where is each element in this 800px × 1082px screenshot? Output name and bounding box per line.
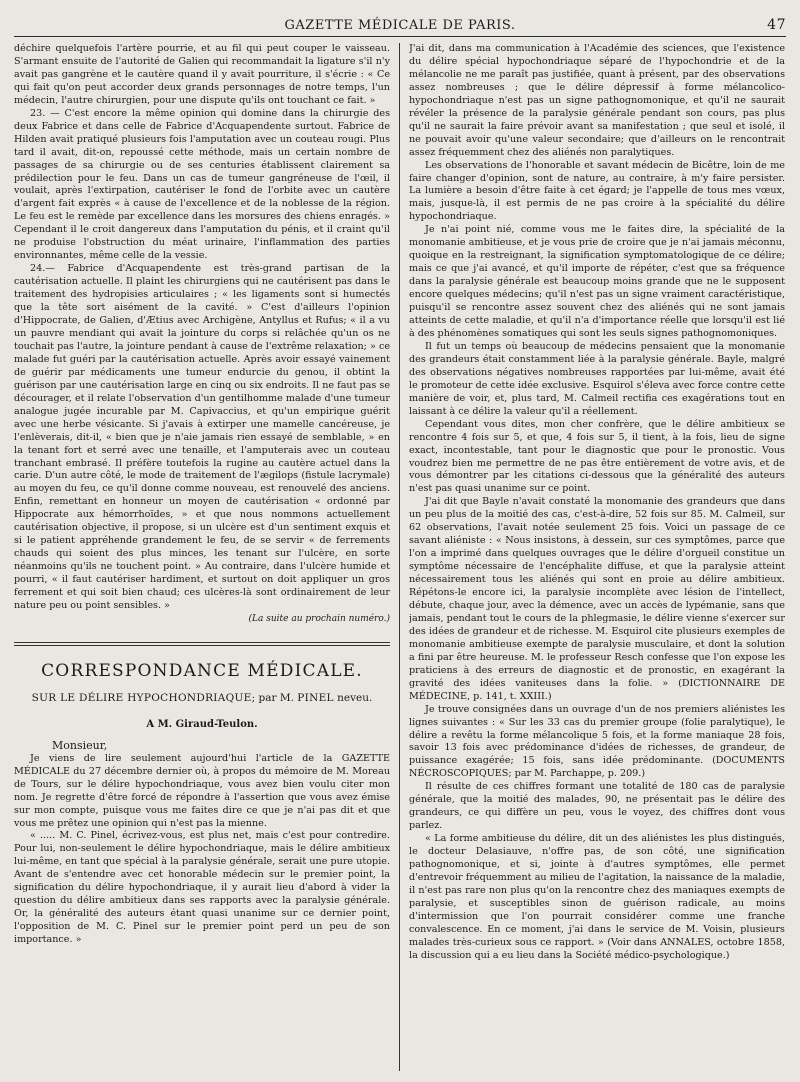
paragraph: J'ai dit, dans ma communication à l'Académie des sciences, que l'existence du délire spécial hypochondriaque séparé de l'hypochondrie et de la mélancolie ne me paraît pas justifiée, quant à présent, par des observations assez nombreuses ; que le délire dépressif à forme mélancolico-hypochondriaque n'est pas un signe pathognomonique, et qu'il ne saurait révéler la présence de la paralysie générale pendant son cours, pas plus qu'il ne saurait la faire prévoir avant sa manifestation ; que seul et isolé, il ne pouvait avoir qu'une valeur secondaire; que d'ailleurs on le rencontrait assez fréquemment chez des aliénés non paralytiques.	[409, 43, 785, 158]
subtitle-by: ; par M.	[251, 691, 298, 704]
paragraph: Cependant vous dites, mon cher confrère, que le délire ambitieux se rencontre 4 fois sur 5, et que, 4 fois sur 5, il tient, à la fois, lieu de signe exact, incontestable, tant pour le diagnostic que pour le pronostic. Vous voudrez bien me permettre de ne pas être entièrement de votre avis, et de vous démontrer par les citations ci-dessous que la généralité des auteurs n'est pas quasi unanime sur ce point.	[409, 418, 785, 495]
paragraph: 23. — C'est encore la même opinion qui domine dans la chirurgie des deux Fabrice et dans celle de Fabrice d'Acquapendente surtout. Fabrice de Hilden avait pratiqué plusieurs fois l'amputation avec un couteau rougi. Plus tard il avait, dit-on, repoussé cette méthode, mais un certain nombre de passages de sa chirurgie ou de ses centuries établissent clairement sa prédilection pour le feu. Dans un cas de tumeur gangréneuse de l'œil, il voulait, après l'extirpation, cautériser le fond de l'orbite avec un cautère d'argent fait exprès « à cause de l'excellence et de la noblesse de la région. Le feu est le remède par excellence dans les morsures des chiens enragés. » Cependant il le croit dangereux dans l'amputation du pénis, et il craint qu'il ne produise l'obstruction du méat urinaire, l'inflammation des parties environnantes, même celle de la vessie.	[14, 107, 390, 262]
left-column	[14, 43, 390, 1071]
paragraph: Je trouve consignées dans un ouvrage d'un de nos premiers aliénistes les lignes suivantes : « Sur les 33 cas du premier groupe (folie paralytique), le délire a revêtu la forme mélancolique 5 fois, et la forme maniaque 28 fois, savoir 13 fois avec prédominance d'idées de richesses, de grandeur, de puissance exagérée; 15 fois, sans idée prédominante. (DOCUMENTS NÉCROSCOPIQUES; par M. Parchappe, p. 209.)	[409, 703, 785, 780]
right-column	[409, 43, 785, 1071]
subtitle-author: PINEL	[297, 691, 334, 704]
paragraph: « ..... M. C. Pinel, écrivez-vous, est plus net, mais c'est pour contredire. Pour lui, non-seulement le délire hypochondriaque, mais le délire ambitieux lui-même, en tant que spécial à la paralysie générale, serait une pure utopie. Avant de s'entendre avec cet honorable médecin sur le premier point, la signification du délire hypochondriaque, il y aurait lieu d'abord à vider la question du délire ambitieux dans ses rapports avec la paralysie générale. Or, la généralité des auteurs étant quasi unanime sur ce dernier point, l'opposition de M. C. Pinel sur le premier point perd un peu de son importance. »	[14, 830, 390, 946]
section-divider	[14, 642, 390, 646]
paragraph: Je n'ai point nié, comme vous me le faites dire, la spécialité de la monomanie ambitieuse, et je vous prie de croire que je n'ai jamais méconnu, quoique en la restreignant, la signification symptomatologique de ce délire; mais ce que j'ai avancé, et qu'il importe de répéter, c'est que sa fréquence dans la paralysie générale est beaucoup moins grande que ne le supposent encore quelques médecins; qu'il n'est pas un signe vraiment caractéristique, puisqu'il se rencontre assez souvent chez des aliénés qui ne sont jamais atteints de cette maladie, et qu'il n'a d'importance réelle que lorsqu'il est lié à des phénomènes somatiques qui sont les seuls signes pathognomoniques.	[409, 224, 785, 339]
subtitle-topic: SUR LE DÉLIRE HYPOCHONDRIAQUE	[31, 691, 252, 704]
paragraph: Je viens de lire seulement aujourd'hui l'article de la GAZETTE MÉDICALE du 27 décembre dernier où, à propos du mémoire de M. Moreau de Tours, sur le délire hypochondriaque, vous avez bien voulu citer mon nom. Je regrette d'être forcé de répondre à l'assertion que vous avez émise sur mon compte, puisque vous me faites dire ce que je n'ai pas dit et que vous me prêtez une opinion qui n'est pas la mienne.	[14, 752, 390, 829]
column-rule	[399, 43, 400, 1071]
article-subtitle	[14, 692, 390, 705]
section-title: CORRESPONDANCE MÉDICALE.	[41, 660, 363, 681]
paragraph: Il résulte de ces chiffres formant une totalité de 180 cas de paralysie générale, que la moitié des malades, 90, ne présentait pas le délire des grandeurs, ce qui diffère un peu, vous le voyez, des chiffres dont vous parlez.	[409, 781, 785, 832]
paragraph: déchire quelquefois l'artère pourrie, et au fil qui peut couper le vaisseau. S'armant ensuite de l'autorité de Galien qui recommandait la ligature s'il n'y avait pas gangrène et le cautère quand il y avait pourriture, il s'écrie : « Ce qui fait qu'on peut accorder deux grands personnages de notre temps, l'un médecin, l'autre chirurgien, pour une dispute qu'ils ont touchant ce fait. »	[14, 43, 390, 106]
running-header	[14, 10, 786, 37]
paragraph: Les observations de l'honorable et savant médecin de Bicêtre, loin de me faire changer d'opinion, sont de nature, au contraire, à m'y faire persister. La lumière a besoin d'être faite à cet égard; je l'appelle de tous mes vœux, mais, jusque-là, il est permis de ne pas croire à la spécialité du délire hypochondriaque.	[409, 159, 785, 223]
paragraph: 24.— Fabrice d'Acquapendente est très-grand partisan de la cautérisation actuelle. Il plaint les chirurgiens qui ne cautérisent pas dans le traitement des hydropisies articulaires ; « les ligaments sont si humectés que la tête sort aisément de la cavité. » C'est d'ailleurs l'opinion d'Hippocrate, de Galien, d'Ætius avec Archigène, Antyllus et Rufus; « il a vu un pauvre mendiant qui avait la jointure du corps si relâchée qu'un os ne touchait pas l'autre, la jointure pendant à cause de l'extrême relaxation; » ce malade fut guéri par la cautérisation actuelle. Après avoir essayé vainement de guérir par médicaments une tumeur endurcie du genou, il obtint la guérison par une cautérisation large en cinq ou six endroits. Il ne faut pas se décourager, et il relate l'observation d'un gentilhomme malade d'une tumeur analogue jugée incurable par M. Capivaccius, et qu'un empirique guérit avec une herbe vésicante. Si j'avais à extirper une mamelle cancéreuse, je l'enlèverais, dit-il, « bien que je n'aie jamais rien essayé de semblable, » en la tenant fort et serré avec une tenaille, et l'amputerais avec un couteau tranchant embrasé. Il préfère toutefois la rugine au cautère actuel dans la carie. D'un autre côté, le mode de traitement de l'ægilops (fistule lacrymale) au moyen du feu, ce qu'il donne comme nouveau, est renouvelé des anciens. Enfin, remettant en honneur un moyen de cautérisation « ordonné par Hippocrate aux hémorrhoïdes, » et que nous nommons actuellement cautérisation objective, il propose, si un ulcère est d'un sentiment exquis et si le patient appréhende grandement le feu, de se servir « de ferrements chauds qui soient des plus minces, les tenant sur l'ulcère, en sorte néanmoins qu'ils ne touchent point. » Au contraire, dans l'ulcère humide et pourri, « il faut cautériser hardiment, et surtout on doit appliquer un gros ferrement et qui soit bien chaud; ces ulcères-là sont ordinairement de leur nature peu ou point sensibles. »	[14, 263, 390, 611]
addressee: A M. Giraud-Teulon.	[146, 718, 258, 730]
two-column-body	[14, 43, 786, 1071]
continuation-note: (La suite au prochain numéro.)	[248, 613, 390, 624]
page-number: 47	[767, 17, 786, 33]
subtitle-suffix: neveu.	[333, 691, 373, 704]
paragraph: J'ai dit que Bayle n'avait constaté la monomanie des grandeurs que dans un peu plus de la moitié des cas, c'est-à-dire, 52 fois sur 85. M. Calmeil, sur 62 observations, l'avait notée seulement 25 fois. Voici un passage de ce savant aliéniste : « Nous insistons, à dessein, sur ces symptômes, parce que l'on a imprimé dans quelques ouvrages que le délire d'orgueil constitue un symptôme nécessaire de l'encéphalite diffuse, et que la paralysie atteint nécessairement tous les aliénés qui sont en proie au délire ambitieux. Répétons-le encore ici, la paralysie incomplète avec lésion de l'intellect, débute, chaque jour, avec la démence, avec un accès de lypémanie, sans que jamais, pendant tout le cours de la phlegmasie, le délire vienne s'exercer sur des idées de grandeur et de richesse. M. Esquirol cite plusieurs exemples de monomanie ambitieuse exempte de paralysie musculaire, et dont la solution a fini par être heureuse. M. le professeur Resch confesse que l'on expose les praticiens à des erreurs de diagnostic et de pronostic, en exagérant la gravité des idées vaniteuses dans la folie. » (DICTIONNAIRE DE MÉDECINE, p. 141, t. XXIII.)	[409, 496, 785, 702]
paragraph: Il fut un temps où beaucoup de médecins pensaient que la monomanie des grandeurs était constamment liée à la paralysie générale. Bayle, malgré des observations négatives nombreuses rapportées par lui-même, avait été le promoteur de cette idée exclusive. Esquirol s'éleva avec force contre cette manière de voir, et, plus tard, M. Calmeil rectifia ces exagérations tout en laissant à ce délire la valeur qu'il a réellement.	[409, 340, 785, 417]
paragraph: « La forme ambitieuse du délire, dit un des aliénistes les plus distingués, le docteur Delasiauve, n'offre pas, de son côté, une signification pathognomonique, et si, jointe à d'autres symptômes, elle permet d'entrevoir fréquemment au milieu de l'agitation, la naissance de la maladie, il n'est pas rare non plus qu'on la rencontre chez des maniaques exempts de paralysie, et susceptibles sinon de guérison radicale, au moins d'intermission que l'on pourrait considérer comme une franche convalescence. En ce moment, j'ai dans le service de M. Voisin, plusieurs malades très-curieux sous ce rapport. » (Voir dans ANNALES, octobre 1858, la discussion qui a eu lieu dans la Société médico-psychologique.)	[409, 833, 785, 961]
salutation: Monsieur,	[52, 738, 108, 752]
journal-title: GAZETTE MÉDICALE DE PARIS.	[284, 18, 516, 33]
